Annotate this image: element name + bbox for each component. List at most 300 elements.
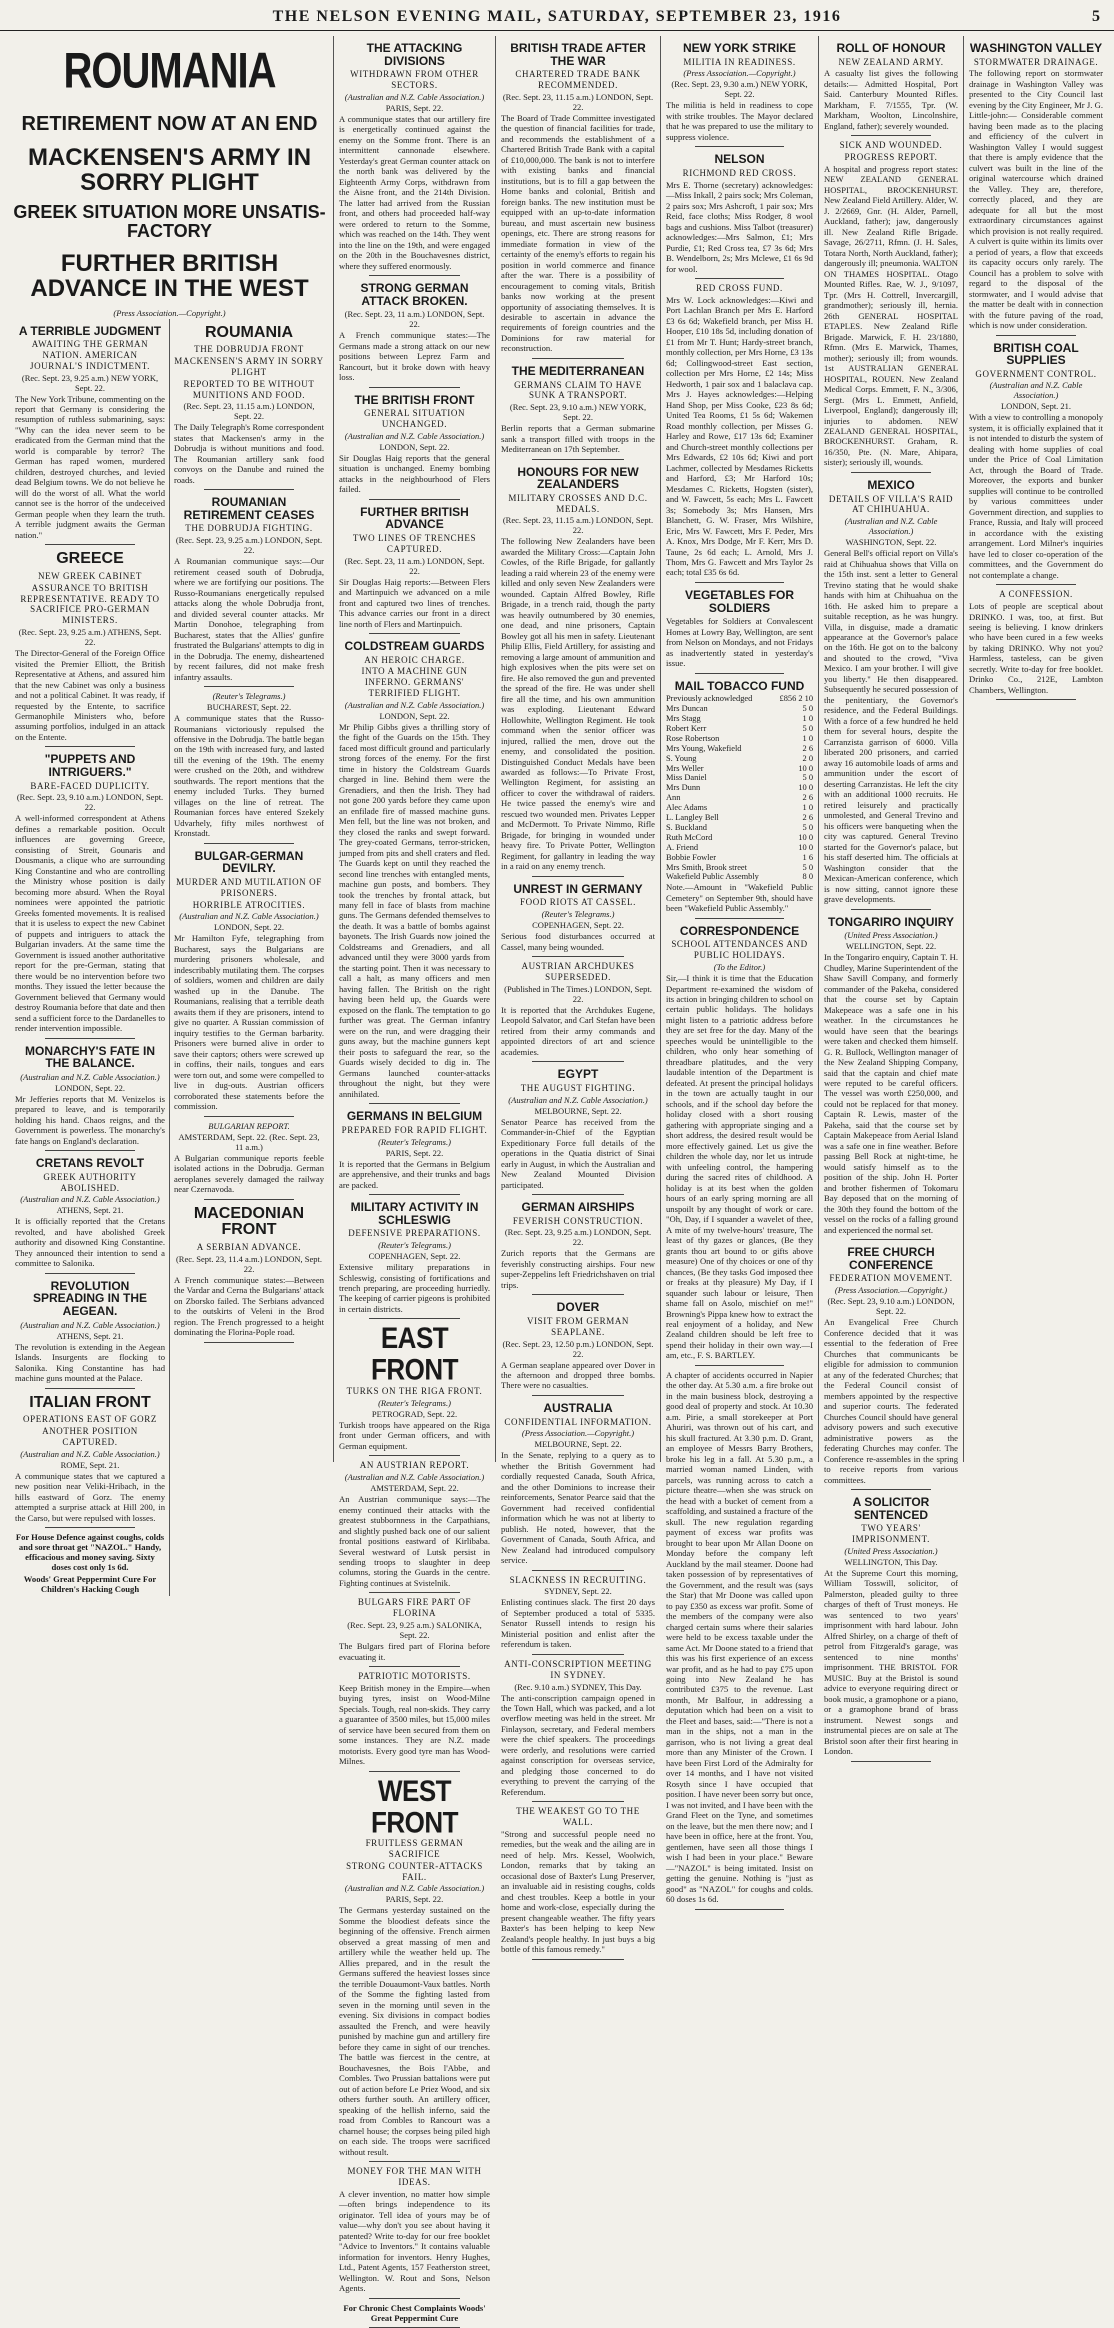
article-rule: [369, 2298, 460, 2299]
list-row: [666, 694, 813, 704]
article: [339, 1597, 490, 1667]
article: [339, 1201, 490, 1319]
article-dateline: (Rec. Sept. 23, 9.25 a.m.) SALONIKA, Sept. 22.: [347, 1620, 482, 1641]
article-body: The militia is held in readiness to cope with strike troubles. The Mayor declared that he was prepared to use the military to suppress violence.: [666, 100, 813, 142]
article-headline: BRITISH COAL SUPPLIES: [993, 340, 1079, 368]
article: [824, 479, 958, 910]
article: [969, 42, 1103, 336]
article-subhead: AN HEROIC CHARGE.: [364, 654, 465, 665]
article-headline: MAIL TOBACCO FUND: [674, 678, 805, 693]
article-rule: [204, 843, 294, 844]
article-subhead: MURDER AND MUTILATION OF PRISONERS.: [176, 877, 322, 898]
column-5: [818, 36, 963, 1757]
article-body: Senator Pearce has received from the Commander-in-Chief of the Egyptian Expeditionary Force full details of the operations in the Quatia district of Sinai early in August, in which the Australian and New Zealand Mounted Division participated.: [501, 1116, 655, 1190]
article-subhead: CHARTERED TRADE BANK RECOMMENDED.: [515, 69, 641, 90]
article-rule: [996, 335, 1076, 336]
article-dateline: (Rec. 9.10 a.m.) SYDNEY, This Day.: [514, 1681, 642, 1692]
list-name: Mrs Weller: [666, 763, 704, 773]
article-rule: [204, 686, 294, 687]
article-rule: [532, 876, 624, 877]
copyright-note: (Press Association.—Copyright.): [113, 307, 226, 318]
list-amount: 10 0: [798, 842, 813, 852]
article-body: It is officially reported that the Cretans revolted, and have abolished Greek authority and disowned King Constantine. They announced their intention to send a committee to Salonika.: [15, 1216, 165, 1269]
column-1-right: [169, 319, 328, 1597]
article-dateline: (Rec. Sept. 23, 11 a.m.) LONDON, Sept. 22.: [344, 555, 485, 576]
article-dateline: WASHINGTON, Sept. 22.: [845, 537, 937, 548]
article-subhead: MILITIA IN READINESS.: [683, 56, 796, 67]
article-rule: [532, 1194, 624, 1195]
list-amount: 2 6: [802, 743, 813, 753]
article-subhead: THE DOBRUDJA FIGHTING.: [185, 523, 313, 534]
article-body: Turkish troops have appeared on the Riga front under German officers, and with German equipment.: [339, 1419, 490, 1451]
article-source: (Australian and N.Z. Cable Association.): [20, 1448, 160, 1459]
article-headline: GREECE: [56, 550, 124, 568]
article-body: General Bell's official report on Villa's raid at Chihuahua shows that Villa on the 15th inst. sent a letter to General Trevino stating that he would shake hands with him at Chihuahua on the 16th. He asked him to prepare a suitable reception, as he was hungry. Villa, in disguise, made a dramatic appearance at the Governor's palace on the 16th. He got on to the balcony and shouted to the crowd, "Viva Mexico. I am your brother. I will give you liberty." He then disappeared. Subsequently he secured possession of the penitentiary, the Governor's residence, and the Federal Buildings. With a force of a few hundred he held them for several hours, despite the Carranzista garrison of 6000. Villa liberated 200 prisoners, and carried away 16 automobile loads of arms and ammunition under the escort of deserting Carranzistas. He left the city with an additional 1000 recruits. He retired leisurely and practically unmolested, and General Trevino and his officers were banqueting when the city was captured. General Trevino started for the Governor's palace, but his staff deserted him. The officials at Washington consider that the Mexican-American conference, which is now sitting, cannot ignore these grave developments.: [824, 548, 958, 905]
article-body: The Bulgars fired part of Florina before evacuating it.: [339, 1641, 490, 1662]
article-dateline: SYDNEY, Sept. 22.: [544, 1586, 612, 1597]
article-subhead: STORMWATER DRAINAGE.: [973, 56, 1099, 67]
article-body: The anti-conscription campaign opened in the Town Hall, which was packed, and a lot overflow meeting was held in the street. Mr Finlayson, secretary, and Federal members were the chief speakers. The proceedings were orderly, and resolutions were carried against conscription for overseas service, and pledging those concerned to do everything to prevent the carrying of the Referendum.: [501, 1692, 655, 1797]
article-dateline: COPENHAGEN, Sept. 22.: [532, 920, 624, 931]
article-dateline: LONDON, Sept. 22.: [213, 922, 285, 933]
article-rule: [851, 135, 931, 136]
article-source: BULGARIAN REPORT.: [208, 1120, 290, 1131]
article: [15, 1395, 165, 1529]
article-source: (Australian and N.Z. Cable Association.): [508, 1094, 648, 1105]
article-headline: STRONG GERMAN ATTACK BROKEN.: [360, 281, 469, 308]
article-rule: [532, 1570, 624, 1571]
article-subhead: THE AUGUST FIGHTING.: [520, 1082, 636, 1093]
article-body: A well-informed correspondent at Athens defines a remarkable position. Occult influences are governing Greece, consisting of Streit, Gounaris and Dousmanis, a clique who are surrounding King Constantine and who are controlling the Ministry whose position is daily becoming more absurd. When the Royal nominees were appointed the patriotic Greeks fomented movements. It is realised that it is useless to expect the new Cabinet of puppets and intriguers to attack the Bulgarian invaders. At the same time the Government is issued another authoritative report for the pre-German, stating that there would be no intervention before two months. They issued the letter because the Government believed that Germany would destroy Roumania before that date and then send a sufficient force to the Dardanelles to render intervention impossible.: [15, 813, 165, 1034]
article-source: (Australian and N.Z. Cable Association.): [20, 1194, 160, 1205]
article-dateline: (Rec. Sept. 23, 9.10 a.m.) LONDON, Sept. 22.: [827, 1296, 955, 1317]
article-source: (Australian and N.Z. Cable Association.): [989, 380, 1083, 401]
article-headline: WASHINGTON VALLEY: [969, 41, 1103, 55]
advertisement: Woods' Great Peppermint Cure For Children's Hacking Cough: [23, 1574, 157, 1595]
article-headline: GERMANS IN BELGIUM: [346, 1109, 483, 1124]
article-dateline: LONDON, Sept. 22.: [54, 1082, 126, 1093]
article-subhead: A SERBIAN ADVANCE.: [196, 1242, 302, 1253]
article: [15, 1045, 165, 1152]
article: [969, 342, 1103, 586]
article-source: (Australian and N.Z. Cable Association.): [344, 430, 485, 441]
article-subhead: TWO YEARS' IMPRISONMENT.: [852, 1523, 930, 1544]
list-row: [666, 783, 813, 793]
article: [666, 42, 813, 147]
article-body: A hospital and progress report states: NEW ZEALAND GENERAL HOSPITAL, BROCKENHURST. New Zealand Field Artillery. Alder, W. J. 2/2669, Gnr. (H. Alder, Parnell, Auckland, father); jaw, dangerously ill. New Zealand Rifle Brigade. Savage, 26/2711, Rfmn. (J. H. Sales, Totara North, North Auckland, father); dangerously ill; pneumonia. WALTON ON THAMES HOSPITAL. Otago Mounted Rifles. Rae, W. J., 9/1097, Tpr. (Mrs H. Cottrell, Invercargill, grandmother); seriously ill, hernia. 26th GENERAL HOSPITAL ETAPLES. New Zealand Rifle Brigade. Marwick, F. H. 23/1880, Rfmn. (Mrs E. Marwick, Thames, mother); seriously ill; from wounds. 1st AUSTRALIAN GENERAL HOSPITAL, ROUEN. New Zealand Medical Corps. Emmett, F. N., 3/306, Sergt. (Mrs L. Emmett, Anfield, Liverpool, England); dangerously ill; injuries to abdomen. NEW ZEALAND GENERAL HOSPITAL, BROCKENHURST. Graham, R. 16/350, Pte. (N. Mare, Ahipara, sister); seriously ill, wounds.: [824, 163, 958, 468]
article-rule: [532, 1801, 624, 1802]
article-body: A French communique states:—Between the Vardar and Cerna the Bulgarians' attack on Zborsko failed. The Serbians advanced to the outskirts of Veleni in the Brod region. The French progressed to a height dominating the Florina-Pople road.: [174, 1274, 324, 1338]
article: [339, 506, 490, 634]
article-rule: [45, 544, 135, 545]
article-rule: [369, 1771, 460, 1772]
article-body: Mr Philip Gibbs gives a thrilling story of the fight of the Guards on the 15th. They faced most difficult ground and particularly strong forces of the enemy. For the first time in history the Coldstream Guards charged in line. Behind them were the Grenadiers, and then the Irish. They had not gone 200 yards before they came upon an enfilade fire of massed machine guns. Men fell, but the line was not broken, and they closed the ranks and swept forward. The grey-coated Germans, terror-stricken, jumped from pits and shell craters and fled. The Guards kept on until they reached the second line trenches with entangled ments, machine gun posts, and bombers. They took the trenches by frontal attack, but many fell in face of blasts from machine guns. The Germans defended themselves to the death. It was a battle of bombs against bayonets. The Irish Guards now joined the Coldstreams and Grenadiers, and all advanced until they were 3000 yards from the starting point. Then it was necessary to call a halt, as many officers and men having fallen. The British on the right having been held up, the Guards were exposed on the flank. The temptation to go further was great. The German infantry were on the run, and were dragging their guns away, but the machine gunners kept their posts to safeguard the rear, so the Guards wisely decided to dig in. The Germans launched counter-attacks throughout the night, but they were annihilated.: [339, 721, 490, 1099]
article-body: A German seaplane appeared over Dover in the afternoon and dropped three bombs. There were no casualties.: [501, 1359, 655, 1391]
article-headline: EAST FRONT: [370, 1321, 459, 1387]
article-rule: [369, 275, 460, 276]
article-dateline: (Rec. Sept. 23, 9.10 a.m.) NEW YORK, Sept. 22.: [509, 402, 647, 423]
article-source: (Press Association.—Copyright.): [683, 68, 796, 79]
article-subhead: PATRIOTIC MOTORISTS.: [358, 1671, 471, 1682]
list-row: [666, 734, 813, 744]
advertisement: For House Defence against coughs, colds and sore throat get "NAZOL." Handy, efficacious and money saving. Sixty doses cost only 1s 6d.: [15, 1532, 165, 1573]
list-name: Robert Kerr: [666, 723, 707, 733]
article-headline: ITALIAN FRONT: [29, 1393, 151, 1411]
article-rule: [204, 489, 294, 490]
subscription-list: [666, 694, 813, 882]
article-source: (Reuter's Telegrams.): [212, 691, 286, 702]
article: [501, 1659, 655, 1802]
article: [339, 640, 490, 1104]
masthead-title: THE NELSON EVENING MAIL, SATURDAY, SEPTEMBER 23, 1916: [272, 8, 842, 25]
article-source: (Press Association.—Copyright.): [834, 1285, 948, 1296]
article-body: Sir Douglas Haig reports:—Between Flers and Martinpuich we advanced on a mile front and captured two lines of trenches. This advance carries our front in a direct line north of Flers and Martinpuich.: [339, 576, 490, 629]
article-dateline: (Rec. Sept. 23, 9.25 a.m.) LONDON, Sept. 22.: [504, 1227, 652, 1248]
article-rule: [45, 1388, 135, 1389]
article-source: (Australian and N.Z. Cable Association.): [344, 1883, 485, 1894]
article-headline: GERMAN AIRSHIPS: [521, 1200, 635, 1214]
article-rule: [45, 1527, 135, 1528]
article-headline: VEGETABLES FOR SOLDIERS: [684, 587, 795, 615]
article-dateline: (Rec. Sept. 23, 9.25 a.m.) LONDON, Sept. 22.: [175, 535, 323, 556]
article-dateline: (Rec. Sept. 23, 11.15 a.m.) LONDON, Sept. 22.: [183, 401, 315, 422]
article-dateline: (Rec. Sept. 23, 9.25 a.m.) ATHENS, Sept. 22.: [18, 627, 162, 648]
list-row: [666, 754, 813, 764]
article-subhead: GERMANS CLAIM TO HAVE SUNK A TRANSPORT.: [514, 379, 642, 401]
article-headline: COLDSTREAM GUARDS: [344, 638, 485, 653]
article-rule: [532, 459, 624, 460]
article-rule: [369, 2327, 460, 2328]
article-rule: [532, 1395, 624, 1396]
article-rule: [204, 1342, 294, 1343]
article-body: Extensive military preparations in Schleswig, consisting of fortifications and trench preparing, are proceeding hurriedly. The keeping of carrier pigeons is prohibited in certain districts.: [339, 1262, 490, 1314]
list-row: [666, 744, 813, 754]
article-source: (Press Association.—Copyright.): [521, 1428, 635, 1439]
article-rule: [996, 584, 1076, 585]
article-rule: [695, 278, 783, 279]
article-subhead: DEFENSIVE PREPARATIONS.: [348, 1228, 481, 1239]
article-headline: MEXICO: [867, 477, 915, 492]
list-amount: 5 0: [802, 704, 813, 714]
article-body: Mr Jefferies reports that M. Venizelos is prepared to leave, and is temporarily holding his hand. Chaos reigns, and the Government is powerless. The monarchy's fate hangs on England's declaration.: [15, 1093, 165, 1146]
article-dateline: (Published in The Times.) LONDON, Sept. 22.: [504, 983, 652, 1004]
list-amount: 5 0: [802, 862, 813, 872]
article: [666, 589, 813, 674]
list-name: S. Young: [666, 753, 697, 763]
article-source: (To the Editor.): [713, 962, 766, 973]
list-row: [666, 863, 813, 873]
article-dateline: WELLINGTON, Sept. 22.: [845, 941, 937, 952]
article-subhead: SCHOOL ATTENDANCES AND PUBLIC HOLIDAYS.: [671, 939, 808, 961]
article-source: (Reuter's Telegrams.): [541, 909, 615, 920]
list-amount: 1 0: [802, 713, 813, 723]
list-amount: 2 6: [802, 793, 813, 803]
article-subhead: FEDERATION MOVEMENT.: [829, 1273, 953, 1284]
article-headline: WEST FRONT: [370, 1773, 459, 1840]
list-name: Mrs Dunn: [666, 783, 701, 793]
advertisement: For Chronic Chest Complaints Woods' Great Peppermint Cure: [343, 2302, 486, 2323]
article-body: The New York Tribune, commenting on the report that Germany is considering the resumption of ruthless submarining, says: "Why can the idea never seem to be eradicated from the German mind that the world is comparable by terror? The German has raped women, murdered children, destroyed churches, and levied dead Belgium towns. We do not believe he will do the worst of all. What the world cannot see is the horror of the undeceived German people when they learn the truth. A terrible judgment awaits the German nation.": [15, 393, 165, 540]
list-amount: 1 6: [802, 852, 813, 862]
article: [666, 680, 813, 919]
article-rule: [695, 582, 783, 583]
article-subhead: CONFIDENTIAL INFORMATION.: [504, 1416, 652, 1427]
article-dateline: LONDON, Sept. 21.: [1000, 401, 1072, 412]
article: [824, 1496, 958, 1762]
article: [501, 1402, 655, 1571]
article-body: A communique states that our artillery fire is energetically continued against the enemy on the Somme front. There is an intermittent cannonade elsewhere. Yesterday's great German counter attack on the north bank was delivered by the Eighteenth Army Corps, withdrawn from the Aisne front, and the 214th Division. The latter had arrived from the Russian front, and others had proceeded half-way were ordered to return to the Somme, which was reached on the 14th. They went into the line on the 19th, and were engaged on the 20th in the Bouchavesnes district, where they suffered enormously.: [339, 113, 490, 271]
list-row: [666, 853, 813, 863]
article-headline: THE ATTACKING DIVISIONS: [366, 41, 463, 68]
list-row: [666, 724, 813, 734]
article-body: Note.—Amount in "Wakefield Public Cemetery" on September 9th, should have been "Wakefield Public Assembly.": [666, 882, 813, 914]
article-dateline: LONDON, Sept. 22.: [379, 710, 450, 721]
article-source: (Australian and N.Z. Cable Association.): [20, 1071, 160, 1082]
article-rule: [695, 1365, 783, 1366]
headline-mackensen: MACKENSEN'S ARMY IN SORRY PLIGHT: [27, 144, 312, 197]
list-row: [666, 803, 813, 813]
article-headline: NELSON: [714, 152, 765, 167]
article-headline: AUSTRALIA: [543, 1400, 613, 1415]
list-name: Alec Adams: [666, 803, 708, 813]
article-subhead: FEVERISH CONSTRUCTION.: [512, 1215, 644, 1226]
article: [174, 496, 324, 687]
article-subhead: PROGRESS REPORT.: [844, 152, 938, 163]
article-rule: [851, 1489, 931, 1490]
article-headline: A SOLICITOR SENTENCED: [852, 1495, 930, 1522]
article: [339, 282, 490, 388]
masthead: [0, 8, 1114, 31]
article-headline: ROUMANIAN RETIREMENT CEASES: [183, 495, 315, 522]
article-body: Berlin reports that a German submarine sank a transport filled with troops in the Mediterranean on 17th September.: [501, 423, 655, 455]
article-rule: [45, 746, 135, 747]
article-rule: [369, 1194, 460, 1195]
article: [339, 394, 490, 500]
article-dateline: ATHENS, Sept. 21.: [56, 1205, 124, 1216]
article-subhead: REPORTED TO BE WITHOUT MUNITIONS AND FOOD.: [183, 378, 315, 400]
article-subhead: NEW ZEALAND ARMY.: [838, 56, 944, 67]
list-name: Previously acknowledged: [666, 694, 753, 704]
article-rule: [695, 673, 783, 674]
article-subhead: RICHMOND RED CROSS.: [682, 167, 797, 178]
article: [501, 883, 655, 957]
article-body: The Director-General of the Foreign Office visited the Premier Elliott, the British Representative at Athens, and assured him that the new Cabinet was only a business and not a political Cabinet. It was ready, if requested by the Entente, to sacrifice Germanophile Ministers who, before assuming portfolios, indulged in an attack on the Entente.: [15, 648, 165, 742]
article: [666, 283, 813, 583]
list-name: Mrs Young, Wakefield: [666, 743, 742, 753]
article-subhead: HORRIBLE ATROCITIES.: [192, 899, 306, 910]
article: [339, 2166, 490, 2298]
article-headline: MONARCHY'S FATE IN THE BALANCE.: [25, 1043, 155, 1071]
article: [15, 1280, 165, 1389]
article-rule: [851, 1239, 931, 1240]
article-rule: [369, 1455, 460, 1456]
article-body: Mr Hamilton Fyfe, telegraphing from Bucharest, says the Bulgarians are murdering prisoners wholesale, and indescribably mutilating them. The corpses of soldiers, women and children are daily washed up in the Danube. The Roumanians, realising that a terrible death awaits them if they are prisoners, intend to give no quarter. A Russian commission of inquiry testifies to the German barbarity. Prisoners were burned alive in order to save their captors; others were screwed up in coffins, their nails, tongues and ears were torn out, and some were compelled to live in dug-outs. Austrian officers corroborated these statements before the commission.: [174, 933, 324, 1112]
list-amount: £856 2 10: [779, 694, 813, 704]
article-subhead: MONEY FOR THE MAN WITH IDEAS.: [347, 2166, 482, 2187]
article-rule: [45, 1273, 135, 1274]
article-subhead: WITHDRAWN FROM OTHER SECTORS.: [350, 69, 479, 90]
column-3: [495, 36, 660, 1955]
article-source: (Australian and N.Z. Cable Association.): [344, 699, 485, 710]
article-headline: BRITISH TRADE AFTER THE WAR: [510, 41, 646, 68]
list-amount: 10 0: [798, 832, 813, 842]
list-name: Ruth McCord: [666, 832, 713, 842]
list-name: A. Friend: [666, 842, 699, 852]
article-rule: [851, 1761, 931, 1762]
article: [666, 153, 813, 279]
article: [15, 753, 165, 1038]
article: [969, 589, 1103, 700]
article: [174, 1206, 324, 1343]
article-body: In the Senate, replying to a query as to whether the British Government had cordially requested Canada, South Africa, and the other Dominions to increase their reinforcements, Senator Pearce said that the Government had received confidential information which he was not at liberty to publish. He noted, however, that the Government of Canada, South Africa, and New Zealand had introduced compulsory service.: [501, 1450, 655, 1566]
article-subhead: SLACKNESS IN RECRUITING.: [509, 1574, 647, 1585]
article-rule: [851, 472, 931, 473]
article-source: (Australian and N.Z. Cable Association.): [179, 911, 319, 922]
article-rule: [204, 1199, 294, 1200]
article-rule: [695, 146, 783, 147]
list-amount: 1 0: [802, 733, 813, 743]
list-row: [666, 872, 813, 882]
page-number: 5: [1092, 8, 1100, 25]
article: [339, 1460, 490, 1593]
article-rule: [369, 1666, 460, 1667]
article-dateline: (Rec. Sept. 23, 11.15 a.m.) LONDON, Sept. 22.: [502, 91, 654, 112]
article: [15, 1157, 165, 1274]
article-rule: [532, 1061, 624, 1062]
article-headline: THE BRITISH FRONT: [354, 392, 475, 407]
article: [339, 1773, 490, 2162]
article-subhead: FOOD RIOTS AT CASSEL.: [520, 897, 636, 908]
article: [174, 850, 324, 1117]
article: [15, 325, 165, 546]
article-source: (United Press Association.): [844, 930, 938, 941]
list-name: Wakefield Public Assembly: [666, 872, 759, 882]
list-row: [666, 704, 813, 714]
list-amount: 10 0: [798, 783, 813, 793]
article-source: (Australian and N.Z. Cable Association.): [20, 1319, 160, 1330]
article-subhead: VISIT FROM GERMAN SEAPLANE.: [526, 1315, 630, 1337]
article-headline: A TERRIBLE JUDGMENT: [18, 323, 162, 338]
article-body: An Evangelical Free Church Conference decided that it was essential to the federation of Free Churches that communicants be eligible for admission to communion at any of the federated Churches; that the Federal Council consist of members appointed by the respective and superior courts. The federated Churches Council should have general advisory powers and such executive administrative powers as the federating Churches may confer. The Conference re-assembles in the spring to receive reports from various committees.: [824, 1317, 958, 1485]
article-subhead: GENERAL SITUATION UNCHANGED.: [363, 408, 466, 430]
article: [174, 691, 324, 844]
article-body: A French communique states:—The Germans made a strong attack on our new positions between Leprez Farm and Rancourt, but it broke down with heavy loss.: [339, 330, 490, 383]
article-dateline: COPENHAGEN, Sept. 22.: [368, 1251, 461, 1262]
article-body: It is reported that the Germans in Belgium are apprehensive, and their trunks and bags are packed.: [339, 1158, 490, 1190]
article-rule: [532, 1654, 624, 1655]
article-dateline: (Rec. Sept. 23, 9.10 a.m.) LONDON, Sept. 22.: [16, 792, 164, 813]
article-source: (Australian and N.Z. Cable Association.): [344, 1472, 485, 1483]
article-rule: [369, 633, 460, 634]
article-dateline: MELBOURNE, Sept. 22.: [534, 1439, 622, 1450]
article-body: The Board of Trade Committee investigated the question of financial facilities for trade, and recommends the establishment of a Chartered British Trade Bank with a capital of £10,000,000. The bank is not to interfere with existing banks and financial institutions, but is to fill a gap between the Home banks and colonial, British and foreign banks. The new institution must be equipped with an up-to-date information bureau, and must ascertain new business openings, etc. There are strong reasons for immediate formation in view of the certainty of the enemy's efforts to regain his position in world commerce and finance after the war. There is a possibility of encouragement to coming vitals, British banks now working at the present opportunity of associating themselves. It is desirable to ascertain in advance the requirements of foreign countries and the Dominions for raw material for reconstruction.: [501, 112, 655, 354]
article-dateline: AMSTERDAM, Sept. 22. (Rec. Sept. 23, 11 a.m.): [178, 1131, 320, 1152]
column-1-split: [11, 319, 328, 1597]
list-name: L. Langley Bell: [666, 813, 719, 823]
list-name: Mrs Stagg: [666, 713, 701, 723]
article: [501, 466, 655, 877]
article-headline: ROLL OF HONOUR: [836, 41, 946, 55]
article-dateline: PETROGRAD, Sept. 22.: [371, 1408, 458, 1419]
article-rule: [695, 918, 783, 919]
article-body: The Germans yesterday sustained on the Somme the bloodiest defeats since the beginning of the offensive. French airmen observed a great massing of men and artillery while the weather held up. The Allies prepared, and in the result the Germans suffered the heaviest losses since the terrible Douaumont-Vaux battles. North of the Somme the fighting lasted from seven in the morning until seven in the evening. Six divisions in compact bodies assaulted the French, and were heavily punished by machine gun and artillery fire before they came in sight of our trenches. The battle was fiercest in the centre, at Bouchavesnes, the Bois l'Abbe, and Combles. Two Prussian battalions were put out of action before Le Priez Wood, and six others further south. An artillery officer, speaking of the hellish inferno, said the road from Combles to Rancourt was a charnel house; the corpses being piled high on each side. The troops were sacrificed without result.: [339, 1905, 490, 2157]
article-rule: [369, 1318, 460, 1319]
article: [501, 1806, 655, 1959]
article-dateline: MELBOURNE, Sept. 22.: [534, 1105, 622, 1116]
article-source: (United Press Association.): [844, 1545, 938, 1556]
list-row: [666, 813, 813, 823]
article-subhead: ASSURANCE TO BRITISH REPRESENTATIVE. READY TO SACRIFICE PRO-GERMAN MINISTERS.: [20, 582, 160, 626]
article-subhead: AUSTRIAN ARCHDUKES SUPERSEDED.: [521, 961, 635, 982]
article-headline: NEW YORK STRIKE: [682, 41, 797, 55]
list-row: [666, 823, 813, 833]
article-subhead: A CONFESSION.: [999, 589, 1073, 600]
article-rule: [45, 1150, 135, 1151]
article-subhead: NEW GREEK CABINET: [37, 571, 143, 582]
article-rule: [45, 1038, 135, 1039]
article: [174, 1121, 324, 1200]
headline-greek: GREEK SITUATION MORE UNSATIS-FACTORY: [13, 202, 326, 242]
article-body: With a view to controlling a monopoly system, it is officially explained that it is not intended to disturb the system of dealing with home supplies of coal under the Price of Coal Limitation Act, through the Board of Trade. Moreover, the exports and bunker supplies will continue to be controlled by various committees under Government direction, and supplies to France, Russia, and Italy will proceed in accordance with the existing arrangement. Lord Milner's inquiries have led to closer co-operation of the committees, and the Government do not contemplate a change.: [969, 412, 1103, 580]
article-rule: [695, 1909, 783, 1910]
article-body: Zurich reports that the Germans are feverishly constructing airships. Four new super-Zeppelins left Friedrichshaven on trial trips.: [501, 1248, 655, 1290]
article-dateline: ROME, Sept. 21.: [60, 1459, 120, 1470]
article-subhead: THE DOBRUDJA FRONT: [194, 344, 304, 355]
article-rule: [532, 358, 624, 359]
article-body: Mrs W. Lock acknowledges:—Kiwi and Port Lachlan Branch per Mrs E. Harford £3 6s 6d; Wakefield branch, per Miss H. Hooper, £10 18s 5d, including donation of £1 from Mr T. Hunt; Hardy-street branch, monthly collection, per Mrs Horne, £3 13s 6d; Collingwood-street East section, collection per Mrs Horne, £2 14s; Miss Hedworth, 1 pair sox and 1 balaclava cap. Mrs J. Hayes acknowledges:—Helping Hand Shop, per Miss Cooke, £23 8s 6d; United Tea Rooms, £1 5s 6d; Wakemen Road monthly collection, per Misses G. Harley and Rowe, £17 13s 6d; Examiner and Church-street monthly collections per Mrs Edwards, £2 10s 6d; Kiwi and port Lachmer, collected by Mesdames Ricketts and Harford, £3; Mr Harford 10s; Mesdames C. Ricketts, Hogsten (sister), and W. Fawcett, 5s each; Mrs L. Fawcett 3s; Somebody 3s; Mrs Hansen, Mrs Blanchett, G. W. Fraser, Mrs Wilshire, Eric, Mrs W. Fawcett, Mrs F. Peder, Mrs A. Knox, Mrs Dodge, Mr F. Kerr, Mrs D. Taune, 2s 6d each; L. Arnold, Mrs J. Thom, Mrs G. Fawcett and Mrs Taylor 2s each; total £35 6s 6d.: [666, 294, 813, 578]
article-headline: MACEDONIAN FRONT: [193, 1204, 305, 1239]
article-subhead: BARE-FACED DUPLICITY.: [30, 780, 150, 791]
article: [339, 2303, 490, 2328]
article: [824, 1246, 958, 1490]
article-body: A casualty list gives the following details:— Admitted Hospital, Port Said. Canterbury Mounted Rifles. Markham, F. 7/1555, Tpr. (W. Markham, Woolton, Lincolnshire, England, father); severely wounded.: [824, 68, 958, 131]
list-amount: 5 0: [802, 773, 813, 783]
list-amount: 5 0: [802, 822, 813, 832]
article-body: The Daily Telegraph's Rome correspondent states that Mackensen's army in the Dobrudja is without munitions and food. The Roumanian artillery sank food convoys on the Danube and ruined the roads.: [174, 422, 324, 485]
article-rule: [369, 499, 460, 500]
article: [501, 1201, 655, 1295]
list-amount: 5 0: [802, 723, 813, 733]
article-body: The following report on stormwater drainage in Washington Valley was presented to the City Council last evening by the City Engineer, Mr J. G. Little-john:— Considerable comment having been made as to the placing and efficiency of the culvert in Washington Valley I would suggest that there is amply evidence that the culvert was built in the line of the original watercourse which drained the Valley. They are, therefore, correctly placed, and they are adequate for all but the most extraordinary circumstances against which provision is not really required. A culvert is quite within its limits over a period of years, a flow that exceeds its capacity occurs only rarely. The Council has a problem to solve with regard to the disposal of the stormwater, and I would advise that the matter be dealt with in connection with the future paving of the road, which is now under consideration.: [969, 68, 1103, 331]
article: [666, 925, 813, 1366]
article-body: Mrs E. Thorne (secretary) acknowledges:—Miss Inkall, 2 pairs sock; Mrs Coleman, 2 pairs sox; Mrs Ashcroft, 1 pair sox; Mrs Reid, face cloths; Miss Rodger, 8 wool bags and cushions. Miss Talbot (treasurer) acknowledges:—Mrs Salmon, £1; Mrs Purdie, £1; Red Cross tea, £7 3s 6d; Mrs B. Wendelborn, 2s; Mrs Mclewe, £1 6s 9d for wool.: [666, 179, 813, 274]
article-subhead: THE WEAKEST GO TO THE WALL.: [516, 1806, 640, 1828]
article-source: (Reuter's Telegrams.): [378, 1240, 451, 1251]
article-headline: EGYPT: [557, 1067, 599, 1082]
article-dateline: PARIS, Sept. 22.: [385, 1147, 444, 1158]
list-name: Mrs Duncan: [666, 704, 708, 714]
article-body: The revolution is extending in the Aegean Islands. Insurgents are flocking to Salonika. King Constantine has had machine guns mounted at the Palace.: [15, 1341, 165, 1384]
article-body: A communique states that the Russo-Roumanians victoriously repulsed the offensive in the Dobrudja. The battle began on the 19th with increased fury, and lasted till the evening of the 19th. The enemy were crushed on the 20th, and withdrew southwards. The report mentions that the enemy included Turks. They burned villages on the line of retreat. The Roumanian forces have entered Szekely Udvarhely, fifty miles northwest of Kronstadt.: [174, 713, 324, 839]
list-amount: 10 0: [798, 763, 813, 773]
article: [501, 1301, 655, 1396]
article-headline: ROUMANIA: [205, 323, 293, 341]
list-name: Bobbie Fowler: [666, 852, 717, 862]
article: [501, 365, 655, 460]
list-row: [666, 793, 813, 803]
article-rule: [369, 387, 460, 388]
article-source: (Reuter's Telegrams.): [378, 1136, 451, 1147]
article-body: Keep British money in the Empire—when buying tyres, insist on Wood-Milne Specials. Tough, real non-skids. They carry a guarantee of 3500 miles, but 15,000 miles of service have been secured from them on some instances. They are N.Z. made motorists. Every good tyre man has Wood-Milnes.: [339, 1682, 490, 1767]
list-amount: 2 6: [802, 813, 813, 823]
article-rule: [369, 2161, 460, 2162]
article-subhead: GOVERNMENT CONTROL.: [975, 368, 1097, 379]
article-subhead: PREPARED FOR RAPID FLIGHT.: [341, 1124, 488, 1135]
column-2: [333, 36, 495, 2323]
column-6: [963, 36, 1108, 1462]
article-body: A Roumanian communique says:—Our retirement ceased south of Dobrudja, where we are fortifying our positions. The Russo-Roumanians energetically repulsed attacks along the whole Dobrudja front, and divided several counter attacks. Mr Martin Donohoe, telegraphing from Bucharest, states that the Allies' gunfire frustrated the Bulgarians' attempts to dig in in the Dobrudja. The enemy, disheartened by recent failures, did not make fresh infantry assaults.: [174, 556, 324, 682]
article-dateline: ATHENS, Sept. 21.: [56, 1330, 124, 1341]
